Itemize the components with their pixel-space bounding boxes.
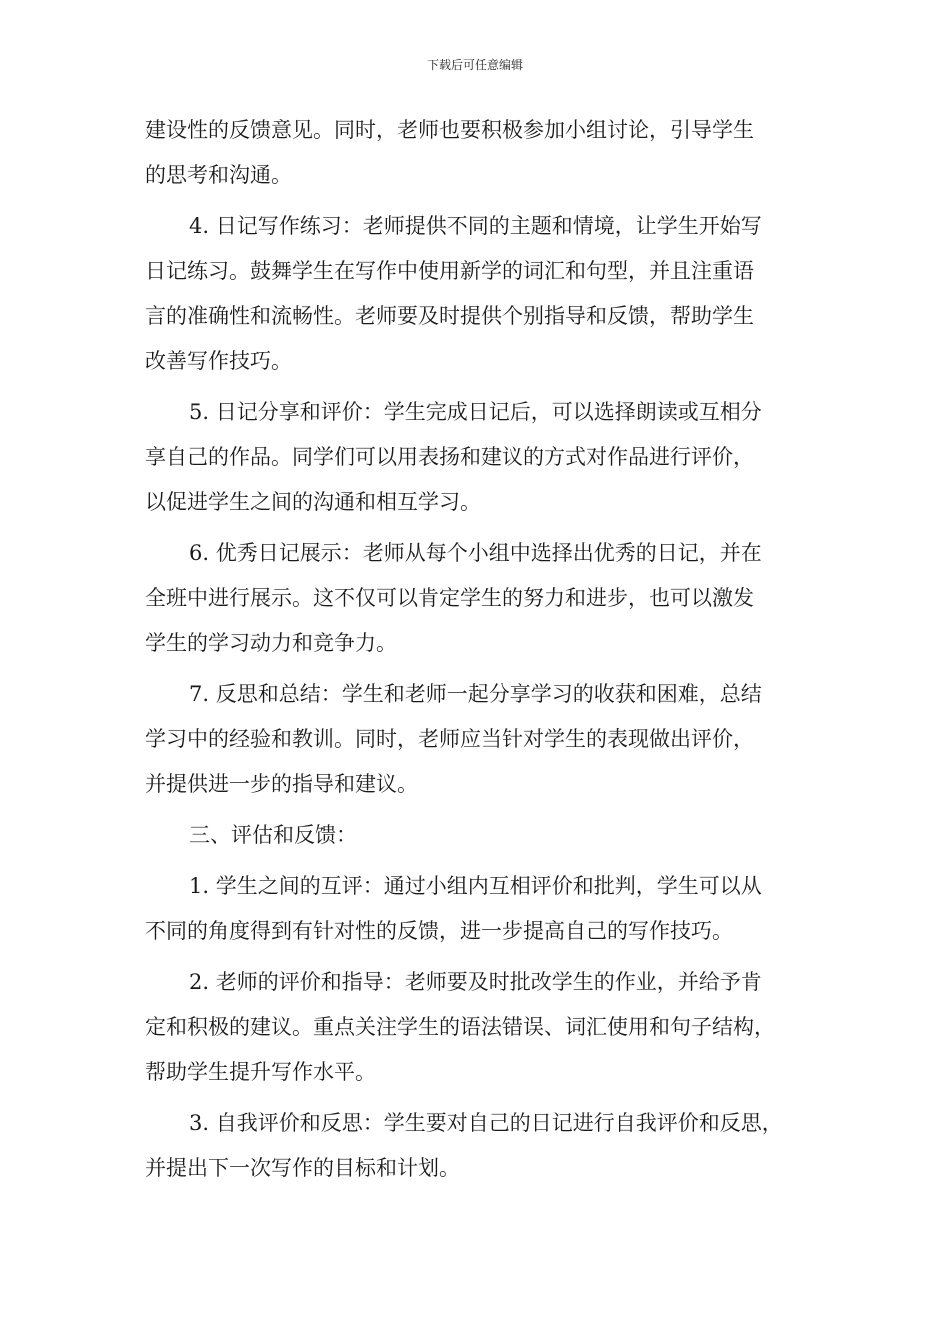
text-line: 6. 优秀日记展示：老师从每个小组中选择出优秀的日记，并在	[189, 541, 762, 565]
document-body	[145, 108, 810, 1197]
text-line: 并提供进一步的指导和建议。	[145, 772, 418, 796]
text-line: 并提出下一次写作的目标和计划。	[145, 1156, 460, 1180]
paragraph-item-5	[145, 390, 810, 525]
text-line: 建设性的反馈意见。同时，老师也要积极参加小组讨论，引导学生	[145, 118, 754, 142]
text-line: 学习中的经验和教训。同时，老师应当针对学生的表现做出评价，	[145, 727, 754, 751]
text-line: 日记练习。鼓舞学生在写作中使用新学的词汇和句型，并且注重语	[145, 259, 754, 283]
text-line: 享自己的作品。同学们可以用表扬和建议的方式对作品进行评价，	[145, 445, 754, 469]
paragraph-eval-1	[145, 864, 810, 954]
text-line: 5. 日记分享和评价：学生完成日记后，可以选择朗读或互相分	[189, 400, 762, 424]
page-header: 下载后可任意编辑	[426, 58, 523, 72]
text-line: 言的准确性和流畅性。老师要及时提供个别指导和反馈，帮助学生	[145, 304, 754, 328]
text-line: 7. 反思和总结：学生和老师一起分享学习的收获和困难，总结	[189, 682, 762, 706]
text-line: 2. 老师的评价和指导：老师要及时批改学生的作业，并给予肯	[189, 970, 762, 994]
text-line: 改善写作技巧。	[145, 349, 292, 373]
text-line: 不同的角度得到有针对性的反馈，进一步提高自己的写作技巧。	[145, 919, 733, 943]
text-line: 3. 自我评价和反思：学生要对自己的日记进行自我评价和反思，	[189, 1111, 783, 1135]
text-line: 的思考和沟通。	[145, 163, 292, 187]
text-line: 学生的学习动力和竞争力。	[145, 631, 397, 655]
section-heading	[145, 813, 810, 858]
text-line: 全班中进行展示。这不仅可以肯定学生的努力和进步，也可以激发	[145, 586, 754, 610]
text-line: 1. 学生之间的互评：通过小组内互相评价和批判，学生可以从	[189, 874, 762, 898]
text-line: 帮助学生提升写作水平。	[145, 1060, 376, 1084]
section-heading-text: 三、评估和反馈：	[189, 823, 357, 847]
paragraph-item-7	[145, 672, 810, 807]
paragraph	[145, 108, 810, 198]
paragraph-item-6	[145, 531, 810, 666]
paragraph-eval-2	[145, 960, 810, 1095]
text-line: 以促进学生之间的沟通和相互学习。	[145, 490, 481, 514]
text-line: 4. 日记写作练习：老师提供不同的主题和情境，让学生开始写	[189, 214, 762, 238]
paragraph-item-4	[145, 204, 810, 384]
text-line: 定和积极的建议。重点关注学生的语法错误、词汇使用和句子结构，	[145, 1015, 775, 1039]
paragraph-eval-3	[145, 1101, 810, 1191]
